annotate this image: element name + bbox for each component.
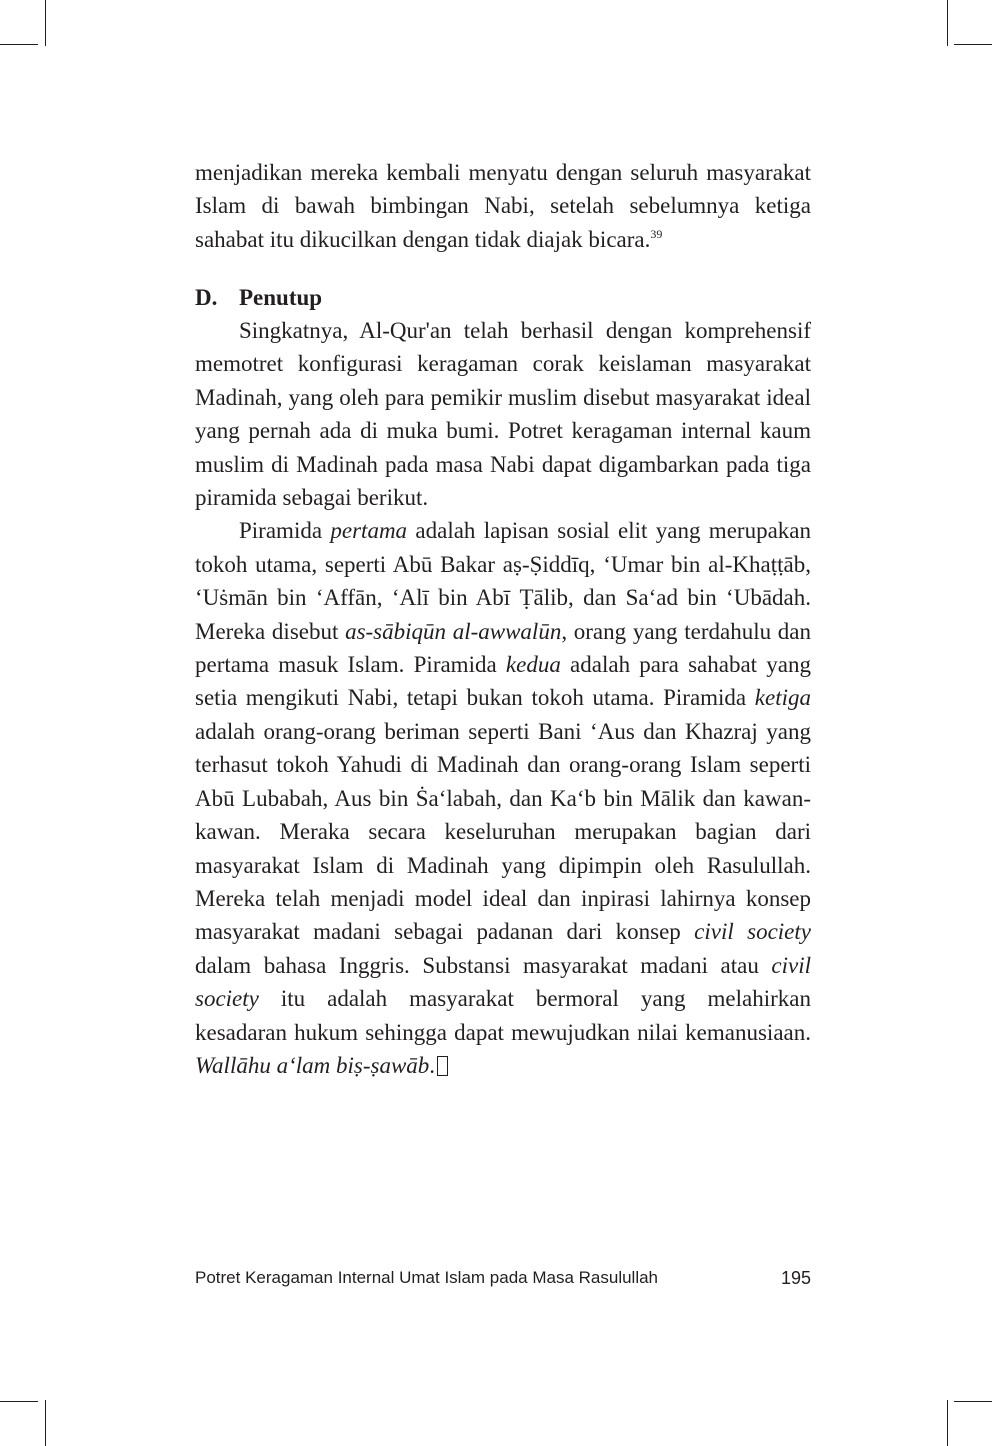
text-run: adalah lapisan sosial elit yang merupakan tokoh utama, seperti Abū Bakar aṣ-Ṣiddīq, ʻUmar bin al-Khaṭṭāb, ʻUṡmān bin ʻAffān, ʻAlī bin Abī Ṭālib, dan Saʻad bin ʻUbādah. Mereka disebut: [195, 518, 811, 644]
paragraph-pyramids: [195, 514, 811, 1082]
crop-mark: [0, 44, 38, 45]
italic-term: civil society: [694, 919, 811, 945]
crop-mark: [947, 0, 948, 46]
section-letter: D.: [195, 285, 218, 310]
running-title: Potret Keragaman Internal Umat Islam pada Masa Rasulullah: [195, 1268, 659, 1287]
page-number: 195: [780, 1268, 811, 1288]
crop-mark: [45, 0, 46, 46]
text-run: .: [429, 1052, 436, 1078]
italic-term: as-sābiqūn al-awwalūn: [345, 618, 562, 644]
italic-term: pertama: [330, 518, 408, 544]
paragraph-intro: Singkatnya, Al-Qur'an telah berhasil dengan komprehensif memotret konfigurasi keragaman corak keislaman masyarakat Madinah, yang oleh para pemikir muslim disebut masyarakat ideal yang pernah ada di muka bumi. Potret keragaman internal kaum muslim di Madinah pada masa Nabi dapat digambarkan pada tiga piramida sebagai berikut.: [195, 318, 811, 511]
page-footer: [195, 1266, 811, 1290]
text-run: adalah para sahabat yang setia mengikuti Nabi, tetapi bukan tokoh utama. Piramida: [195, 652, 811, 711]
crop-mark: [947, 1400, 948, 1446]
crop-mark: [0, 1401, 38, 1402]
crop-mark: [954, 1401, 992, 1402]
crop-mark: [45, 1400, 46, 1446]
text-run: dalam bahasa Inggris. Substansi masyarakat madani atau: [195, 952, 772, 978]
section-title: Penutup: [239, 285, 323, 310]
section-heading: [195, 281, 322, 314]
italic-term: kedua: [505, 652, 561, 678]
text-run: , orang yang terdahulu dan pertama masuk Islam. Piramida: [195, 618, 811, 678]
italic-term: civil society: [195, 952, 811, 1012]
text-run: adalah orang-orang beriman seperti Bani ʻAus dan Khazraj yang terhasut tokoh Yahudi di Madinah dan orang-orang Islam seperti Abū Lubabah, Aus bin Ṡaʻlabah, dan Kaʻb bin Mālik dan kawan-kawan. Meraka secara keseluruhan merupakan bagian dari masyarakat Islam di Madinah yang dipimpin oleh Rasulullah. Mereka telah menjadi model ideal dan inpirasi lahirnya konsep masyarakat madani sebagai padanan dari konsep: [195, 718, 811, 945]
continuation-paragraph: [195, 156, 811, 256]
italic-term: ketiga: [754, 685, 811, 711]
footnote-reference: 39: [650, 226, 663, 241]
end-of-chapter-mark: [437, 1056, 448, 1076]
text-run: itu adalah masyarakat bermoral yang melahirkan kesadaran hukum sehingga dapat mewujudkan nilai kemanusiaan.: [195, 986, 811, 1045]
text-run: Piramida: [239, 518, 331, 544]
body-text: [195, 314, 811, 1082]
continuation-text: menjadikan mereka kembali menyatu dengan seluruh masyarakat Islam di bawah bimbingan Nabi, setelah sebelumnya ketiga sahabat itu dikucilkan dengan tidak diajak bicara.: [195, 160, 811, 252]
crop-mark: [954, 44, 992, 45]
italic-term: Wallāhu aʻlam biṣ-ṣawāb: [195, 1052, 430, 1078]
